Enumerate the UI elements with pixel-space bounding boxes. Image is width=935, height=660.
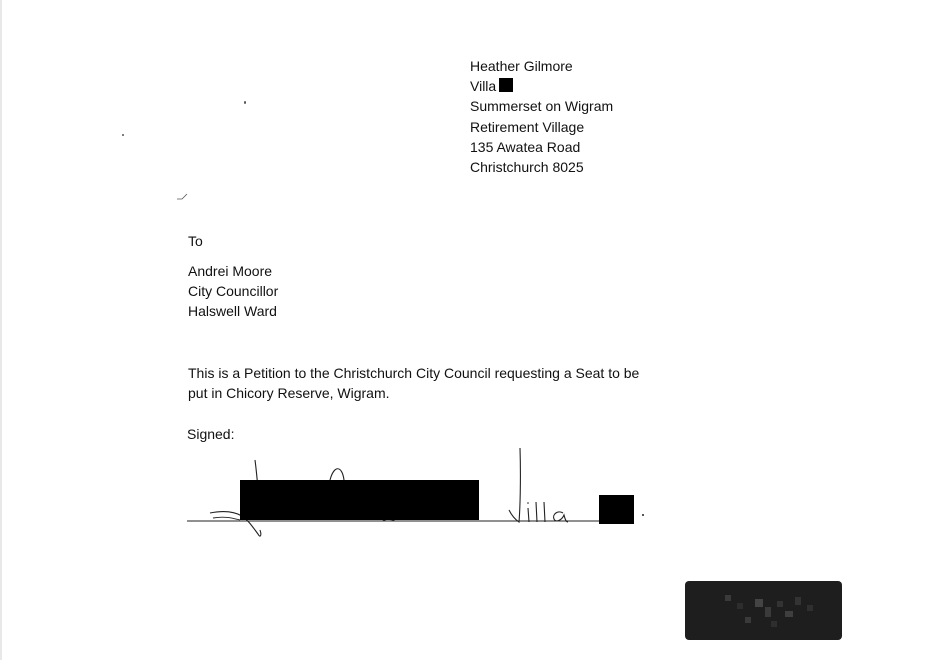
petition-text: This is a Petition to the Christchurch City Council requesting a Seat to be put in Chicory Reserve, Wigram.	[188, 365, 640, 401]
scan-mark	[176, 192, 190, 202]
recipient-address	[188, 261, 278, 322]
pixelated-overlay	[685, 581, 842, 640]
sender-address-line: 135 Awatea Road	[470, 138, 581, 155]
to-label: To	[188, 233, 203, 249]
page-edge	[0, 0, 2, 660]
signed-label: Signed:	[187, 426, 235, 442]
sender-villa-label: Villa	[470, 78, 497, 95]
sender-address-line: Summerset on Wigram	[470, 98, 614, 115]
scan-speck	[122, 134, 124, 136]
sender-villa-line	[470, 76, 613, 96]
sender-name: Heather Gilmore	[470, 58, 573, 74]
scan-speck	[244, 101, 246, 104]
sender-address	[470, 56, 613, 177]
redaction-box	[599, 495, 634, 524]
recipient-title: City Councillor	[188, 283, 279, 300]
recipient-ward: Halswell Ward	[188, 303, 277, 320]
sender-address-line: Christchurch 8025	[470, 159, 584, 176]
sender-address-line: Retirement Village	[470, 118, 585, 135]
recipient-name: Andrei Moore	[188, 263, 273, 279]
obscured-stamp	[685, 581, 842, 640]
redaction-box	[499, 78, 513, 92]
redaction-box	[240, 480, 479, 520]
